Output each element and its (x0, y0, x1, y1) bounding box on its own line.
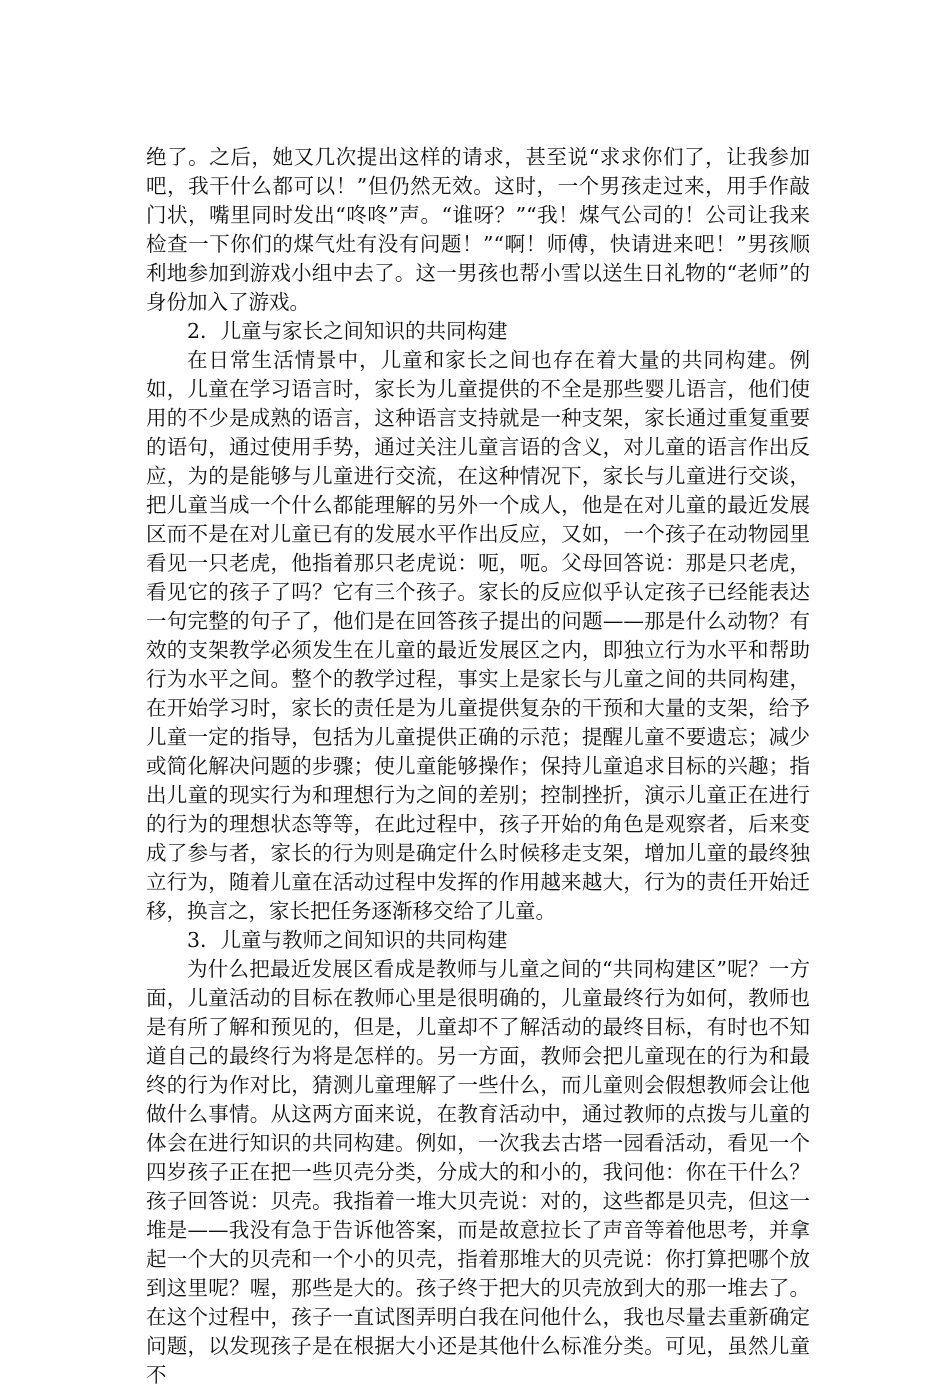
section-heading-3: 3．儿童与教师之间知识的共同构建 (187, 928, 508, 952)
paragraph-continued: 绝了。之后，她又几次提出这样的请求，甚至说“求求你们了，让我参加吧，我干什么都可以！”但仍然无效。这时，一个男孩走过来，用手作敲门状，嘴里同时发出“咚咚”声。“谁呀？”“我！煤气公司的！公司让我来检查一下你们的煤气灶有没有问题！”“啊！师傅，快请进来吧！”男孩顺利地参加到游戏小组中去了。这一男孩也帮小雪以送生日礼物的“老师”的身份加入了游戏。 (146, 145, 810, 314)
section-heading-2: 2．儿童与家长之间知识的共同构建 (187, 319, 508, 343)
paragraph: 在日常生活情景中，儿童和家长之间也存在着大量的共同构建。例如，儿童在学习语言时，家长为儿童提供的不全是那些婴儿语言，他们使用的不少是成熟的语言，这种语言支持就是一种支架，家长通过重复重要的语句，通过使用手势，通过关注儿童言语的含义，对儿童的语言作出反应，为的是能够与儿童进行交流，在这种情况下，家长与儿童进行交谈，把儿童当成一个什么都能理解的另外一个成人，他是在对儿童的最近发展区而不是在对儿童已有的发展水平作出反应，又如，一个孩子在动物园里看见一只老虎，他指着那只老虎说：呃，呃。父母回答说：那是只老虎，看见它的孩子了吗？它有三个孩子。家长的反应似乎认定孩子已经能表达一句完整的句子了，他们是在回答孩子提出的问题——那是什么动物？有效的支架教学必须发生在儿童的最近发展区之内，即独立行为水平和帮助行为水平之间。整个的教学过程，事实上是家长与儿童之间的共同构建，在开始学习时，家长的责任是为儿童提供复杂的干预和大量的支架，给予儿童一定的指导，包括为儿童提供正确的示范；提醒儿童不要遗忘；减少或简化解决问题的步骤；使儿童能够操作；保持儿童追求目标的兴趣；指出儿童的现实行为和理想行为之间的差别；控制挫折，演示儿童正在进行的行为的理想状态等等，在此过程中，孩子开始的角色是观察者，后来变成了参与者，家长的行为则是确定什么时候移走支架，增加儿童的最终独立行为，随着儿童在活动过程中发挥的作用越来越大，行为的责任开始迁移，换言之，家长把任务逐渐移交给了儿童。 (146, 348, 810, 923)
paragraph: 为什么把最近发展区看成是教师与儿童之间的“共同构建区”呢？一方面，儿童活动的目标在教师心里是很明确的，儿童最终行为如何，教师也是有所了解和预见的，但是，儿童却不了解活动的最终目标，有时也不知道自己的最终行为将是怎样的。另一方面，教师会把儿童现在的行为和最终的行为作对比，猜测儿童理解了一些什么，而儿童则会假想教师会让他做什么事情。从这两方面来说，在教育活动中，通过教师的点拨与儿童的体会在进行知识的共同构建。例如，一次我去古塔一园看活动，看见一个四岁孩子正在把一些贝壳分类，分成大的和小的，我问他：你在干什么？孩子回答说：贝壳。我指着一堆大贝壳说：对的，这些都是贝壳，但这一堆是——我没有急于告诉他答案，而是故意拉长了声音等着他思考，并拿起一个大的贝壳和一个小的贝壳，指着那堆大的贝壳说：你打算把哪个放到这里呢？喔，那些是大的。孩子终于把大的贝壳放到大的那一堆去了。在这个过程中，孩子一直试图弄明白我在问他什么，我也尽量去重新确定问题，以发现孩子是在根据大小还是其他什么标准分类。可见，虽然儿童不 (146, 957, 810, 1387)
document-page (146, 143, 810, 1390)
